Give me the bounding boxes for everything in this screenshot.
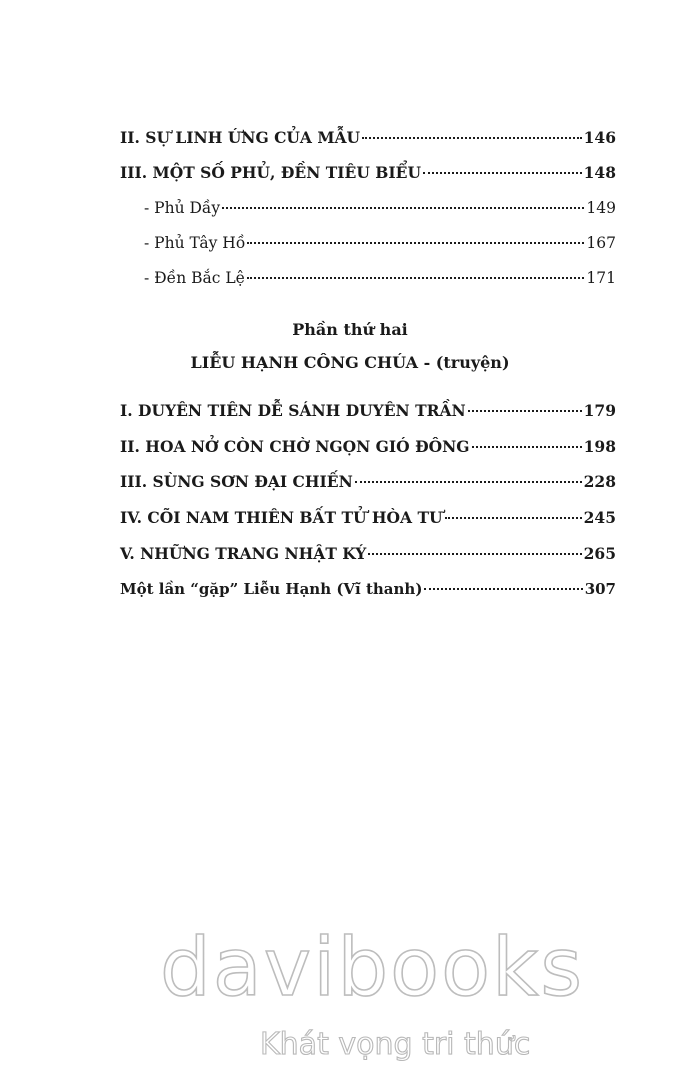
toc-entry-label: - Phủ Dầy [144, 199, 221, 217]
dot-leader [222, 207, 584, 209]
toc-entry-label: III. MỘT SỐ PHỦ, ĐỀN TIÊU BIỂU [120, 163, 421, 182]
dot-leader [247, 242, 584, 244]
dot-leader [468, 410, 582, 412]
toc-entry-page: 245 [583, 508, 616, 527]
part-heading: Phần thứ hai [292, 320, 408, 339]
dot-leader [355, 481, 582, 483]
toc-subentry [144, 269, 616, 287]
toc-entry-label: I. DUYÊN TIÊN DỄ SÁNH DUYÊN TRẦN [120, 401, 466, 420]
dot-leader [362, 137, 582, 139]
toc-entry [120, 401, 616, 420]
watermark-brand: davibooks [160, 921, 585, 1014]
dot-leader [368, 553, 581, 555]
toc-entry-label: V. NHỮNG TRANG NHẬT KÝ [120, 544, 367, 563]
toc-entry-page: 179 [583, 401, 616, 420]
toc-entry [120, 163, 616, 182]
toc-subentry [144, 199, 616, 217]
toc-entry-page: 171 [586, 269, 616, 287]
part-title: LIỄU HẠNH CÔNG CHÚA - (truyện) [190, 353, 510, 372]
toc-entry-page: 146 [583, 128, 616, 147]
toc-entry-label: - Đền Bắc Lệ [144, 269, 245, 287]
dot-leader [445, 517, 582, 519]
toc-entry-label: Một lần “gặp” Liễu Hạnh (Vĩ thanh) [120, 580, 423, 598]
toc-entry-page: 228 [583, 472, 616, 491]
toc-entry [120, 508, 616, 527]
toc-entry [120, 580, 616, 598]
toc-entry [120, 544, 616, 563]
dot-leader [424, 588, 582, 590]
dot-leader [423, 172, 582, 174]
toc-entry-page: 148 [583, 163, 616, 182]
toc-entry-page: 149 [586, 199, 616, 217]
toc-entry-label: III. SÙNG SƠN ĐẠI CHIẾN [120, 472, 353, 491]
toc-entry-label: IV. CÕI NAM THIÊN BẤT TỬ HÒA TƯ [120, 508, 443, 527]
toc-entry [120, 128, 616, 147]
toc-entry-page: 265 [583, 544, 616, 563]
toc-entry-page: 198 [583, 437, 616, 456]
watermark-slogan: Khát vọng tri thức [260, 1027, 531, 1062]
toc-entry-page: 307 [584, 580, 616, 598]
toc-entry-label: II. SỰ LINH ỨNG CỦA MẪU [120, 128, 361, 147]
toc-entry [120, 437, 616, 456]
dot-leader [247, 277, 585, 279]
dot-leader [472, 446, 582, 448]
toc-entry-label: - Phủ Tây Hồ [144, 234, 246, 252]
toc-entry-page: 167 [586, 234, 616, 252]
toc-subentry [144, 234, 616, 252]
toc-entry [120, 472, 616, 491]
toc-entry-label: II. HOA NỞ CÒN CHỜ NGỌN GIÓ ĐÔNG [120, 437, 470, 456]
